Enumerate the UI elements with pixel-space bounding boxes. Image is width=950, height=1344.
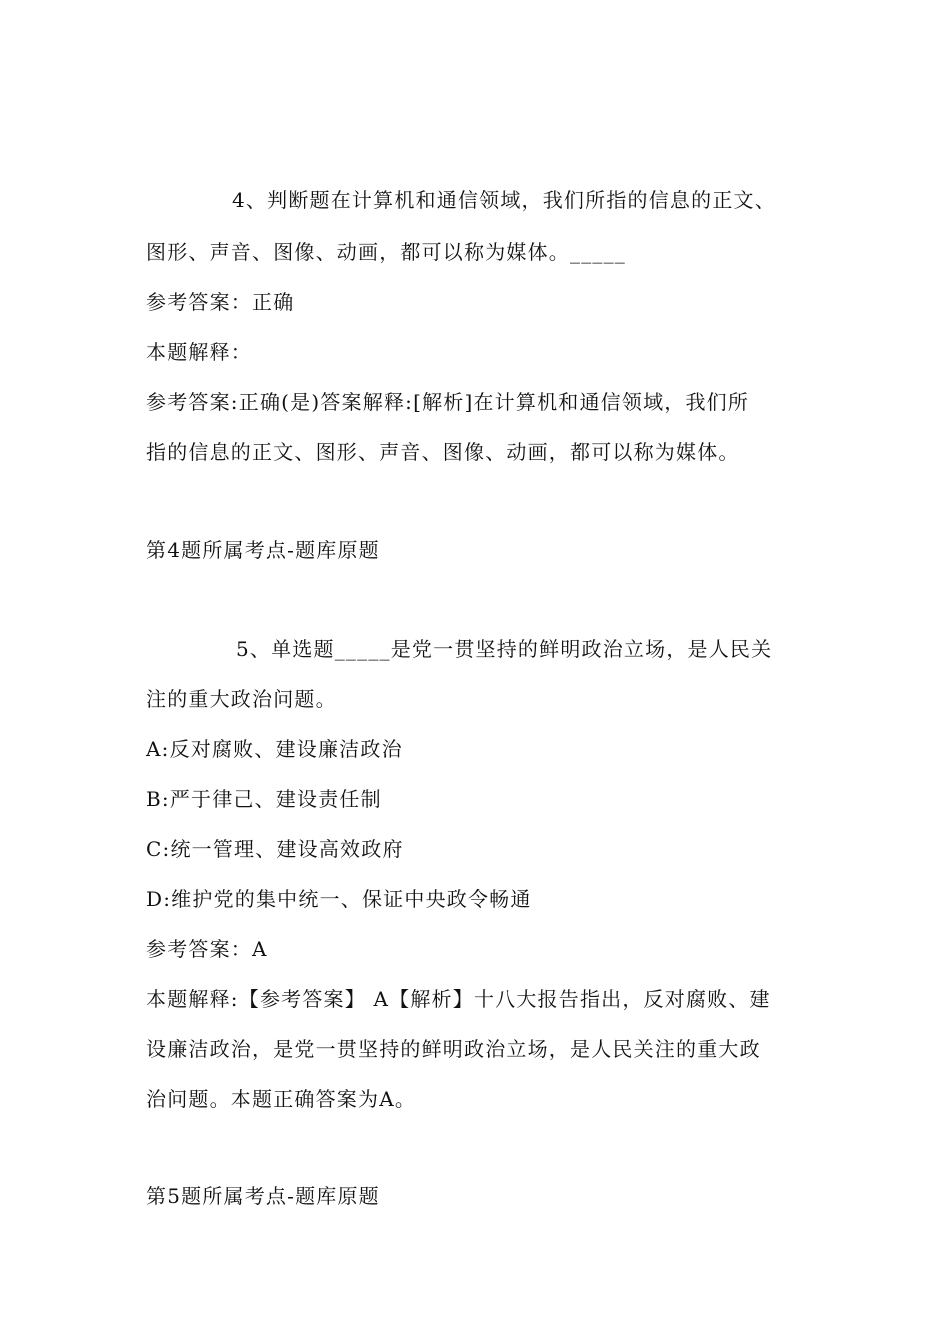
q5-stem-line-2: 注的重大政治问题。 [146,687,337,711]
q5-option-a: A:反对腐败、建设廉洁政治 [146,737,403,761]
q5-answer: 参考答案：A [146,937,268,961]
q4-explain-line-1: 参考答案:正确(是)答案解释:[解析]在计算机和通信领域，我们所 [146,390,750,414]
q5-explain-line-2: 设廉洁政治，是党一贯坚持的鲜明政治立场，是人民关注的重大政 [146,1037,761,1061]
q4-stem-line-2: 图形、声音、图像、动画，都可以称为媒体。_____ [146,240,626,264]
q5-source: 第5题所属考点-题库原题 [146,1184,380,1208]
q4-source: 第4题所属考点-题库原题 [146,538,380,562]
q4-explain-label: 本题解释： [146,340,252,364]
q5-stem-line-1: 5、单选题_____是党一贯坚持的鲜明政治立场，是人民关 [236,637,773,661]
q5-explain-line-3: 治问题。本题正确答案为A。 [146,1087,417,1111]
q4-explain-line-2: 指的信息的正文、图形、声音、图像、动画，都可以称为媒体。 [146,440,740,464]
q5-option-b: B:严于律己、建设责任制 [146,787,382,811]
q4-stem-line-1: 4、判断题在计算机和通信领域，我们所指的信息的正文、 [232,188,776,212]
q5-option-d: D:维护党的集中统一、保证中央政令畅通 [146,887,532,911]
q5-explain-line-1: 本题解释:【参考答案】 A【解析】十八大报告指出，反对腐败、建 [146,987,771,1011]
q4-answer: 参考答案：正确 [146,290,295,314]
q5-option-c: C:统一管理、建设高效政府 [146,837,404,861]
